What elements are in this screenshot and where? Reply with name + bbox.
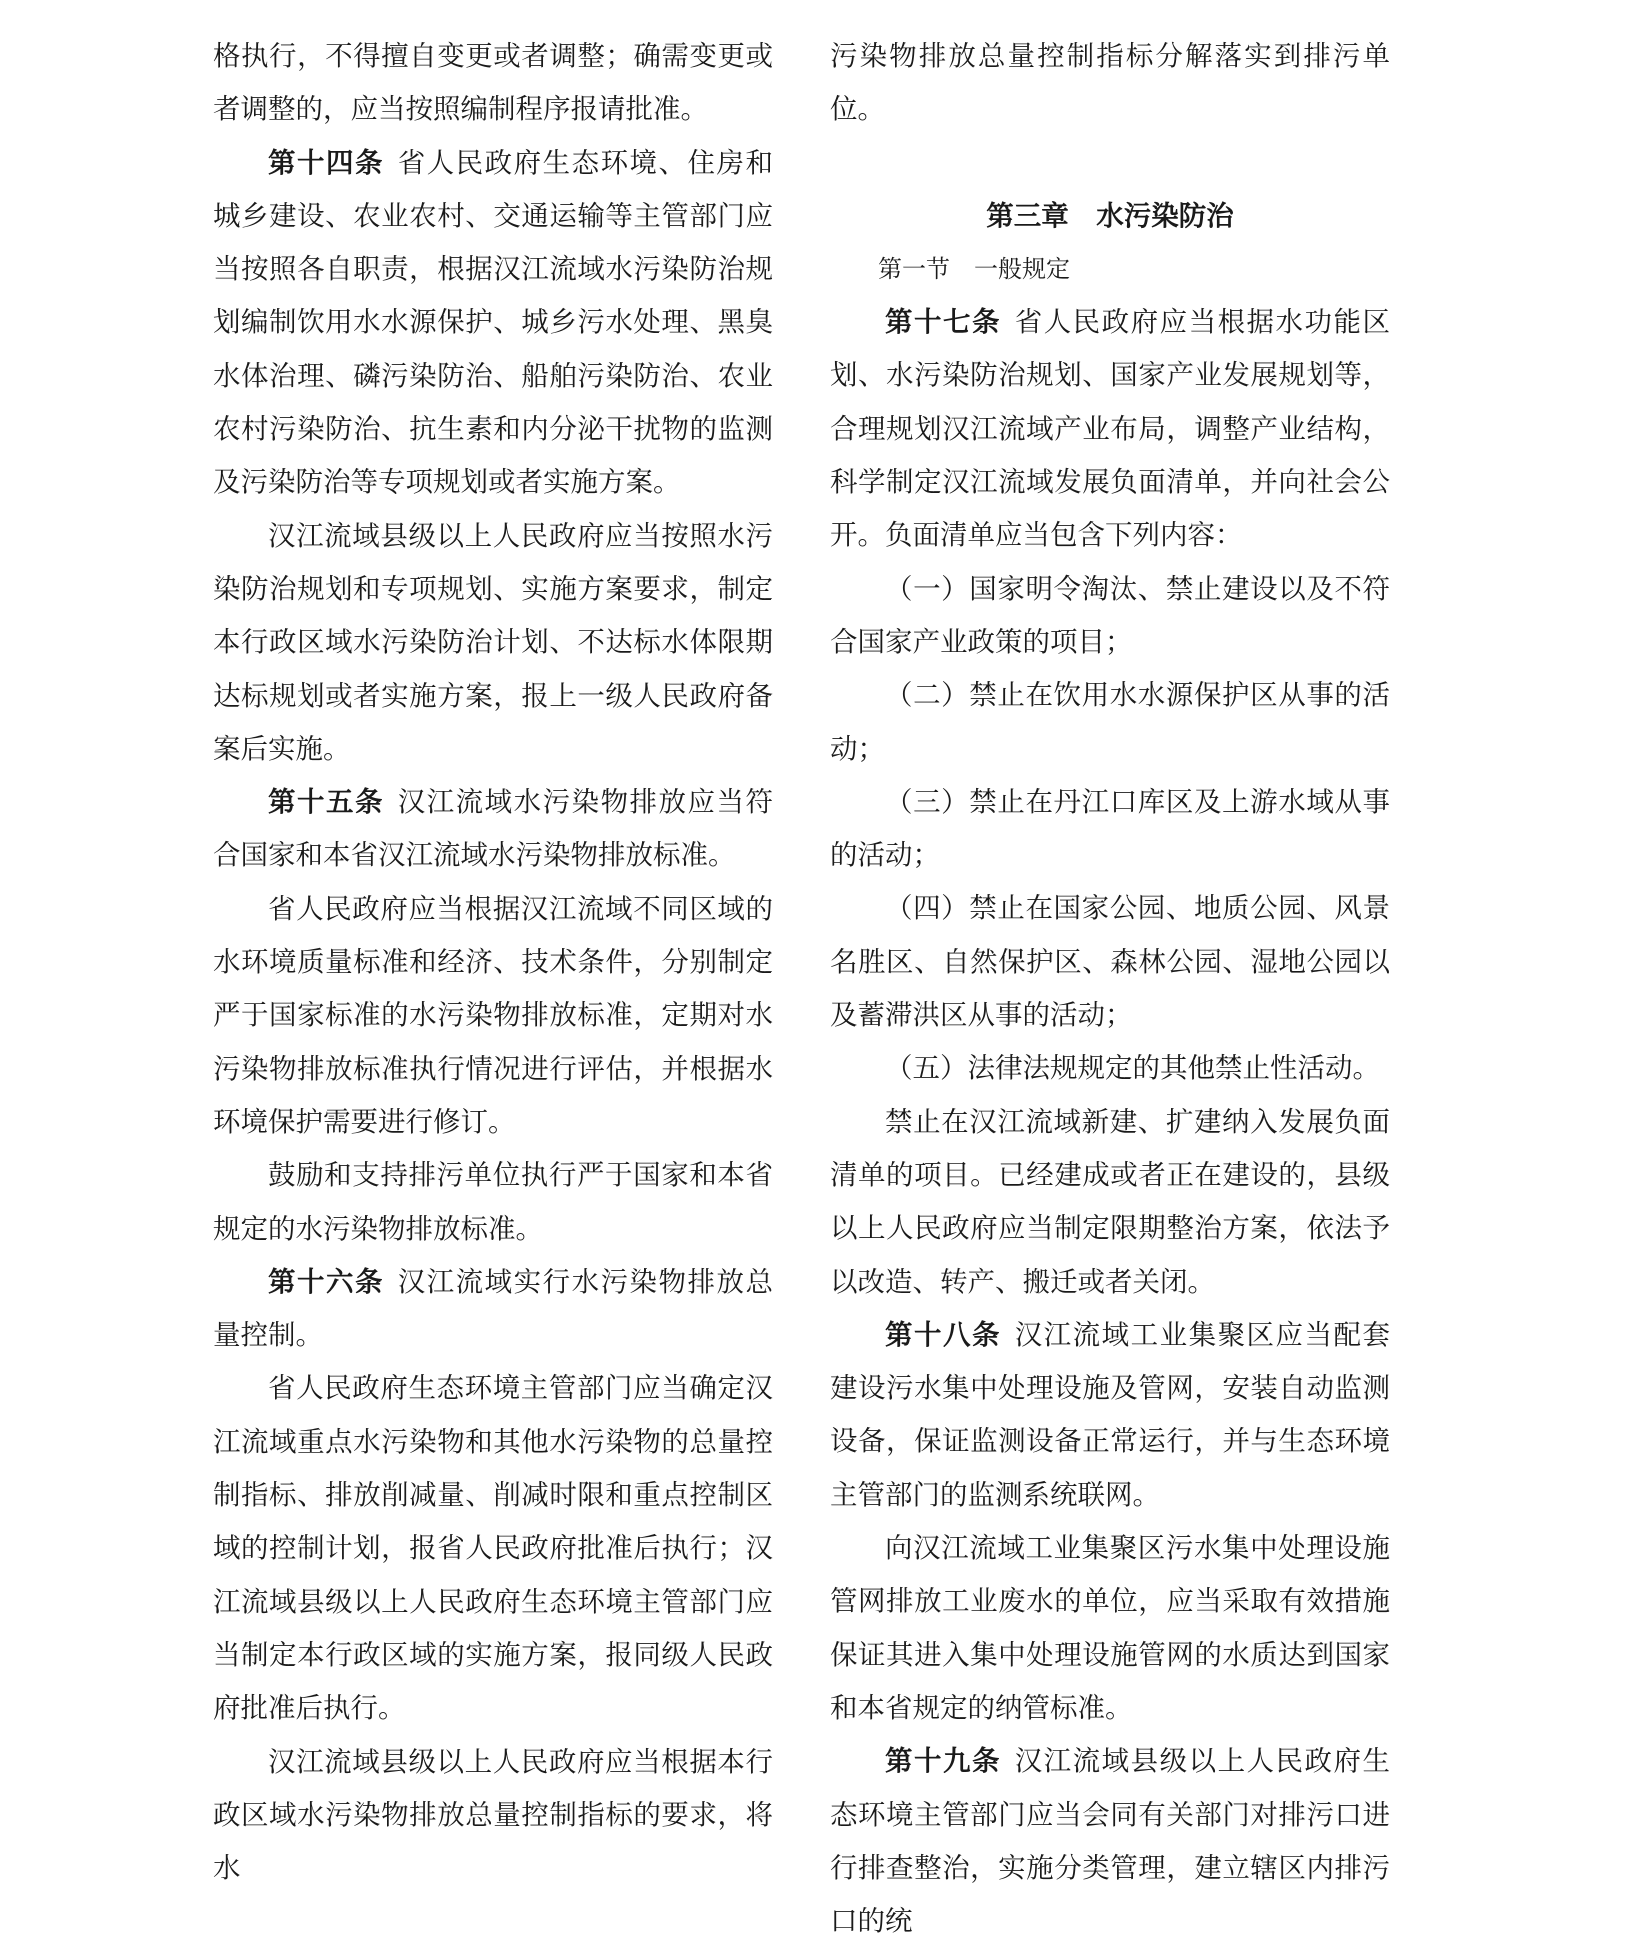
article-15 (213, 776, 773, 883)
list-item: （二）禁止在饮用水水源保护区从事的活动； (830, 679, 1390, 765)
paragraph: 向汉江流域工业集聚区污水集中处理设施管网排放工业废水的单位，应当采取有效措施保证其进入集中处理设施管网的水质达到国家和本省规定的纳管标准。 (830, 1532, 1390, 1724)
list-item: （一）国家明令淘汰、禁止建设以及不符合国家产业政策的项目； (830, 572, 1390, 658)
article-label: 第十四条 (268, 146, 384, 179)
list-item: （五）法律法规规定的其他禁止性活动。 (885, 1052, 1380, 1085)
article-text: 汉江流域工业集聚区应当配套建设污水集中处理设施及管网，安装自动监测设备，保证监测设备正常运行，并与生态环境主管部门的监测系统联网。 (830, 1318, 1390, 1511)
article-text: 汉江流域水污染物排放应当符合国家和本省汉江流域水污染物排放标准。 (213, 786, 773, 872)
section-heading: 第一节 一般规定 (878, 254, 1070, 283)
right-column (830, 30, 1390, 1948)
article-label: 第十九条 (885, 1745, 1001, 1778)
article-text: 省人民政府应当根据水功能区划、水污染防治规划、国家产业发展规划等，合理规划汉江流域产业布局，调整产业结构，科学制定汉江流域发展负面清单，并向社会公开。负面清单应当包含下列内容： (830, 306, 1390, 552)
article-text: 汉江流域实行水污染物排放总量控制。 (213, 1265, 773, 1352)
chapter-heading (830, 190, 1390, 243)
article-text: 省人民政府生态环境、住房和城乡建设、农业农村、交通运输等主管部门应当按照各自职责，根据汉江流域水污染防治规划编制饮用水水源保护、城乡污水处理、黑臭水体治理、磷污染防治、船舶污染防治、农业农村污染防治、抗生素和内分泌干扰物的监测及污染防治等专项规划或者实施方案。 (213, 146, 773, 499)
paragraph: 格执行，不得擅自变更或者调整；确需变更或者调整的，应当按照编制程序报请批准。 (213, 40, 773, 126)
paragraph: 汉江流域县级以上人民政府应当按照水污染防治规划和专项规划、实施方案要求，制定本行政区域水污染防治计划、不达标水体限期达标规划或者实施方案，报上一级人民政府备案后实施。 (213, 519, 773, 765)
list-item: （三）禁止在丹江口库区及上游水域从事的活动； (830, 785, 1390, 872)
left-column (213, 30, 773, 1895)
paragraph: 汉江流域县级以上人民政府应当根据本行政区域水污染物排放总量控制指标的要求，将水 (213, 1745, 773, 1885)
chapter-title: 水污染防治 (1096, 199, 1234, 232)
paragraph: 污染物排放总量控制指标分解落实到排污单位。 (830, 40, 1390, 126)
list-item: （四）禁止在国家公园、地质公园、风景名胜区、自然保护区、森林公园、湿地公园以及蓄滞洪区从事的活动； (830, 892, 1390, 1032)
article-label: 第十七条 (885, 306, 1001, 339)
paragraph: 省人民政府生态环境主管部门应当确定汉江流域重点水污染物和其他水污染物的总量控制指标、排放削减量、削减时限和重点控制区域的控制计划，报省人民政府批准后执行；汉江流域县级以上人民政府生态环境主管部门应当制定本行政区域的实施方案，报同级人民政府批准后执行。 (213, 1372, 773, 1725)
paragraph: 禁止在汉江流域新建、扩建纳入发展负面清单的项目。已经建成或者正在建设的，县级以上人民政府应当制定限期整治方案，依法予以改造、转产、搬迁或者关闭。 (830, 1105, 1390, 1298)
article-16 (213, 1256, 773, 1363)
article-17 (830, 296, 1390, 562)
article-label: 第十八条 (885, 1318, 1001, 1351)
article-text: 汉江流域县级以上人民政府生态环境主管部门应当会同有关部门对排污口进行排查整治，实施分类管理，建立辖区内排污口的统 (830, 1745, 1390, 1938)
article-18 (830, 1309, 1390, 1522)
article-19 (830, 1735, 1390, 1948)
article-label: 第十六条 (268, 1265, 384, 1298)
chapter-number: 第三章 (986, 199, 1069, 232)
paragraph: 省人民政府应当根据汉江流域不同区域的水环境质量标准和经济、技术条件，分别制定严于国家标准的水污染物排放标准，定期对水污染物排放标准执行情况进行评估，并根据水环境保护需要进行修订。 (213, 892, 773, 1138)
article-label: 第十五条 (268, 786, 384, 819)
article-14 (213, 137, 773, 510)
paragraph: 鼓励和支持排污单位执行严于国家和本省规定的水污染物排放标准。 (213, 1159, 773, 1245)
